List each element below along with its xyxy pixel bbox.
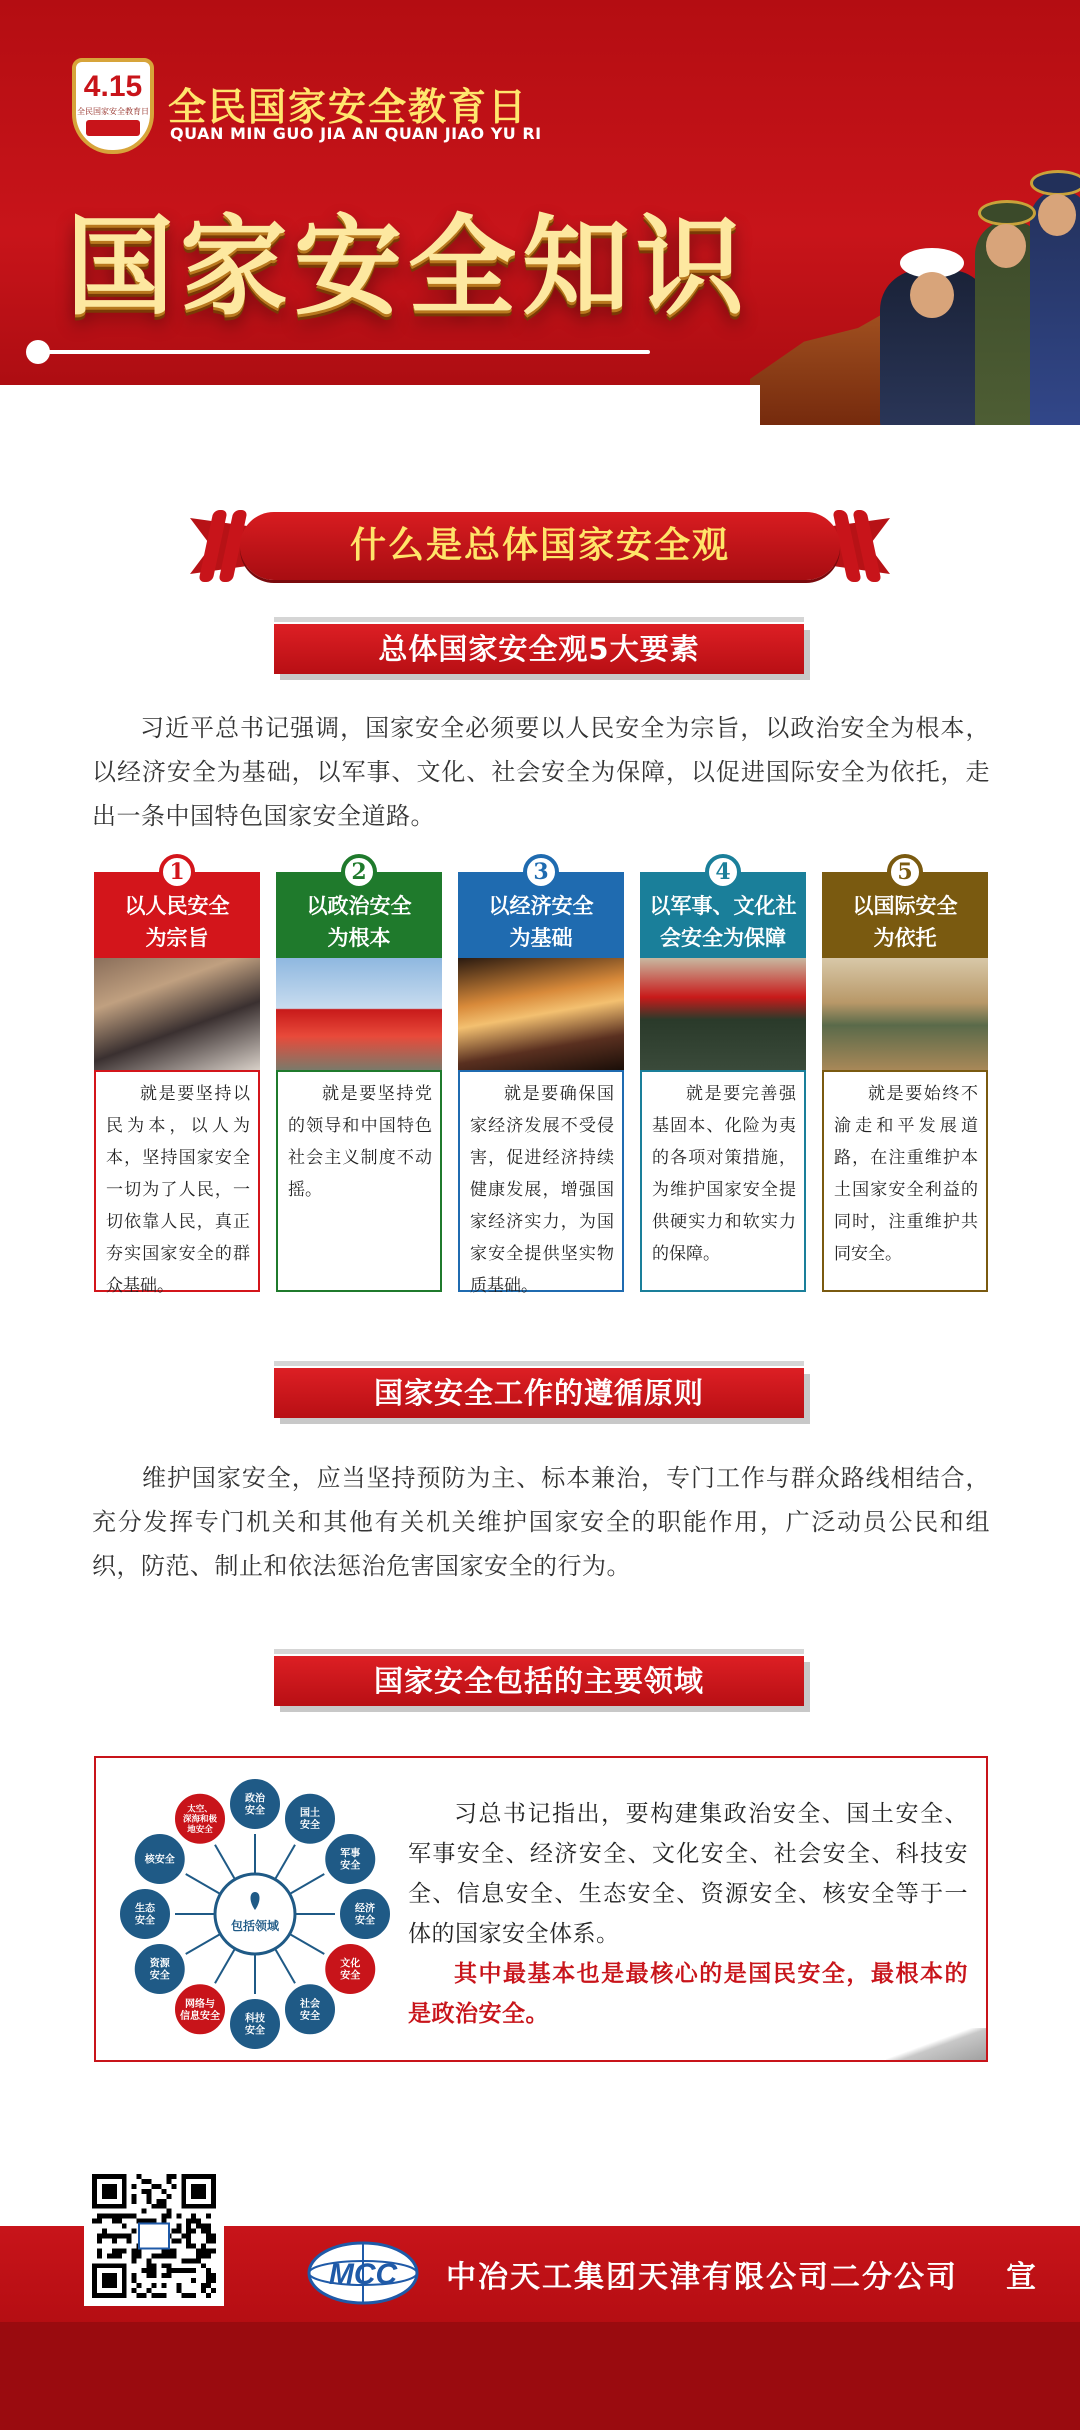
army-cap (978, 200, 1036, 226)
mcc-logo-text: MCC (328, 2258, 398, 2291)
qr-code-icon (92, 2174, 216, 2298)
card-photo-troops (640, 958, 806, 1070)
element-card-1 (94, 856, 260, 1296)
domain-spoke (215, 1947, 236, 1983)
card-photo-flag (276, 958, 442, 1070)
qr-code[interactable] (84, 2166, 224, 2306)
section-header-principles: 国家安全工作的遵循原则 (274, 1368, 804, 1418)
element-card-2 (276, 856, 442, 1292)
domains-center (215, 1874, 295, 1954)
education-day-pinyin: QUAN MIN GUO JIA AN QUAN JIAO YU RI (170, 124, 542, 143)
domain-label: 资源安全 (149, 1958, 170, 1982)
section-header-domains: 国家安全包括的主要领域 (274, 1656, 804, 1706)
domain-label: 核安全 (144, 1854, 175, 1866)
domain-label: 社会安全 (300, 1998, 320, 2022)
five-elements-cards (94, 856, 988, 1296)
domain-spoke (288, 1933, 324, 1954)
card-number: 2 (341, 854, 377, 890)
airforce-cap (1030, 170, 1080, 196)
ribbon-banner (190, 512, 890, 580)
section-header-five-elements: 总体国家安全观5大要素 (274, 624, 804, 674)
domain-spoke (274, 1845, 295, 1881)
header-divider-line (40, 350, 650, 354)
domains-highlight: 其中最基本也是最核心的是国民安全，最根本的是政治安全。 (408, 1961, 968, 2027)
domain-label: 科技安全 (245, 2013, 265, 2037)
card-body: 就是要始终不渝走和平发展道路，在注重维护本土国家安全利益的同时，注重维护共同安全。 (822, 1070, 988, 1292)
domain-label: 文化安全 (340, 1958, 361, 1982)
five-elements-paragraph: 习近平总书记强调，国家安全必须要以人民安全为宗旨，以政治安全为根本，以经济安全为基础，以军事、文化、社会安全为保障，以促进国际安全为依托，走出一条中国特色国家安全道路。 (92, 714, 990, 830)
ribbon-title: 什么是总体国家安全观 (240, 512, 840, 580)
page-title: 国家安全知识 (66, 205, 751, 330)
domain-spoke (288, 1874, 324, 1895)
domain-label: 网络与信息安全 (180, 1998, 220, 2022)
domain-label: 军事安全 (340, 1848, 361, 1872)
card-number: 1 (159, 854, 195, 890)
card-body: 就是要完善强基固本、化险为夷的各项对策措施，为维护国家安全提供硬实力和软实力的保障。 (640, 1070, 806, 1292)
domain-label: 政治安全 (245, 1793, 265, 1817)
company-name: 中冶天工集团天津有限公司二分公司 (446, 2260, 958, 2295)
soldier-face (1038, 194, 1076, 236)
card-photo-people (94, 958, 260, 1070)
card-body: 就是要坚持以民为本，以人为本，坚持国家安全一切为了人民，一切依靠人民，真正夯实国家安全的群众基础。 (94, 1070, 260, 1292)
domain-label: 生态安全 (135, 1903, 155, 1927)
card-title-text: 以政治安全为根本 (306, 894, 412, 950)
mcc-logo (305, 2240, 421, 2306)
header-banner (0, 0, 1080, 425)
soldier-face (986, 224, 1026, 268)
domain-label: 国土安全 (300, 1808, 320, 1832)
domain-spoke (186, 1933, 222, 1954)
card-title-text: 以国际安全为依托 (852, 894, 958, 950)
card-number: 3 (523, 854, 559, 890)
domains-wheel-diagram (110, 1772, 400, 2052)
domains-paragraph: 习总书记指出，要构建集政治安全、国土安全、军事安全、经济安全、文化安全、社会安全、科技安全、信息安全、生态安全、资源安全、核安全等于一体的国家安全体系。 (408, 1801, 968, 1947)
page-fold-corner (886, 2028, 986, 2060)
principles-paragraph: 维护国家安全，应当坚持预防为主、标本兼治，专门工作与群众路线相结合，充分发挥专门机关和其他有关机关维护国家安全的职能作用，广泛动员公民和组织，防范、制止和依法惩治危害国家安全的行为。 (92, 1464, 990, 1580)
domain-spoke (274, 1947, 295, 1983)
soldier-face (910, 272, 954, 318)
element-card-4 (640, 856, 806, 1292)
domain-spoke (215, 1845, 236, 1881)
element-card-3 (458, 856, 624, 1296)
education-day-badge (72, 58, 154, 154)
element-card-5 (822, 856, 988, 1292)
domain-spoke (186, 1874, 222, 1895)
domains-center-label: 包括领域 (230, 1919, 280, 1933)
card-body: 就是要确保国家经济发展不受侵害，促进经济持续健康发展，增强国家经济实力，为国家安全提供坚实物质基础。 (458, 1070, 624, 1292)
badge-number: 4.15 (83, 70, 143, 103)
footer-lower-band (0, 2322, 1080, 2430)
card-number: 5 (887, 854, 923, 890)
domain-label: 经济安全 (355, 1903, 375, 1927)
card-title-text: 以军事、文化社会安全为保障 (649, 894, 797, 950)
domains-box (94, 1756, 988, 2062)
card-title-text: 以人民安全为宗旨 (124, 894, 230, 950)
card-photo-peacekeepers (822, 958, 988, 1070)
company-suffix: 宣 (1006, 2260, 1036, 2295)
card-number: 4 (705, 854, 741, 890)
card-title-text: 以经济安全为基础 (488, 894, 594, 950)
badge-wall-icon (86, 120, 140, 136)
education-day-title: 全民国家安全教育日 (168, 85, 529, 129)
header-divider-dot (26, 340, 50, 364)
domains-text (408, 1794, 968, 2034)
header-diagonal-cut (0, 385, 700, 425)
badge-sub-text: 全民国家安全教育日 (77, 107, 149, 116)
card-photo-highway (458, 958, 624, 1070)
card-body: 就是要坚持党的领导和中国特色社会主义制度不动摇。 (276, 1070, 442, 1292)
domain-label: 太空、深海和极地安全 (182, 1804, 218, 1835)
